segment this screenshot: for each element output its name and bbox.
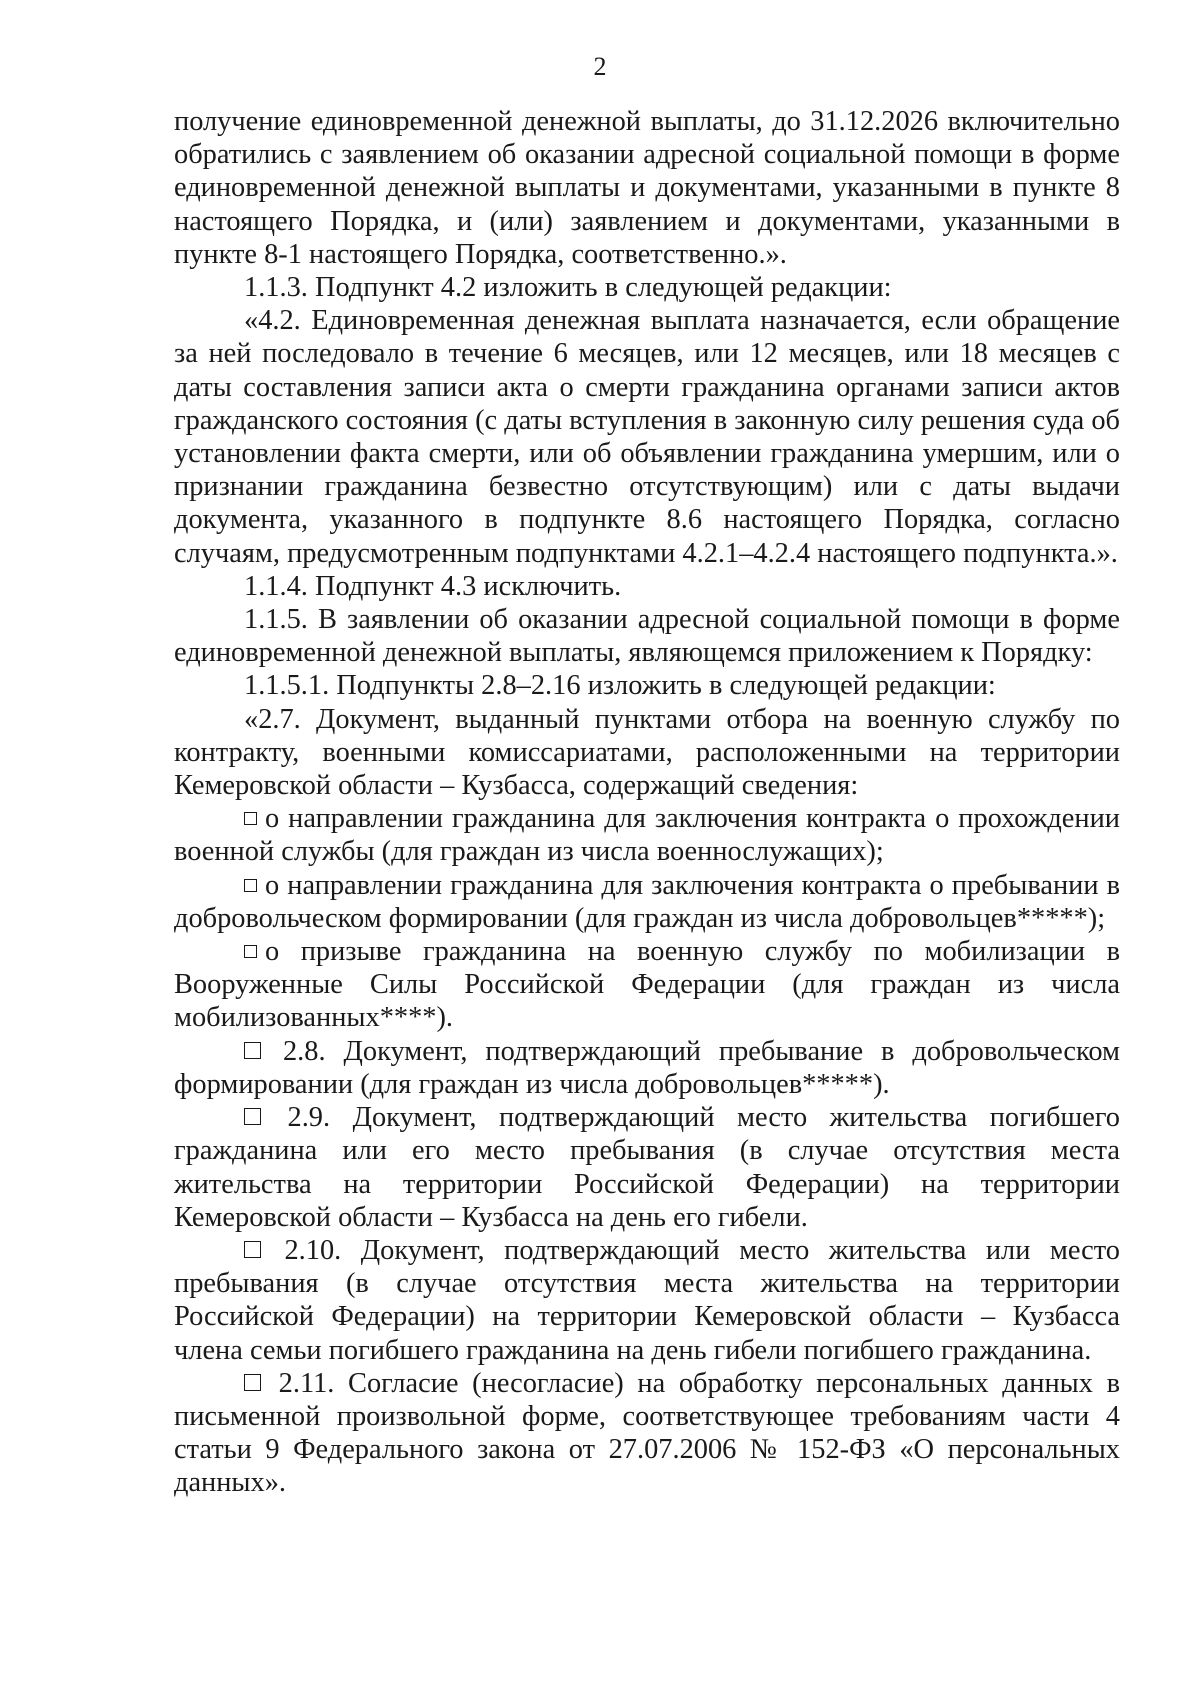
paragraph-4-2: «4.2. Единовременная денежная выплата назначается, если обращение за ней последовало в течение 6 месяцев, или 12 месяцев, или 18 месяцев с даты составления записи акта о смерти гражданина органами записи актов гражданского состояния (с даты вступления в законную силу решения суда об установлении факта смерти, или об объявлении гражданина умершим, или о признании гражданина безвестно отсутствующим) или с даты выдачи документа, указанного в подпункте 8.6 настоящего Порядка, согласно случаям, предусмотренным подпунктами 4.2.1–4.2.4 настоящего подпункта.». — [174, 305, 1120, 569]
paragraph-1-1-5-1: 1.1.5.1. Подпункты 2.8–2.16 изложить в следующей редакции: — [244, 670, 996, 702]
item-2-9 — [174, 1101, 1120, 1234]
checkbox-icon[interactable] — [244, 945, 257, 958]
option-volunteer-contract — [174, 869, 1120, 935]
document-body — [174, 105, 1120, 1500]
paragraph-1-1-3: 1.1.3. Подпункт 4.2 изложить в следующей редакции: — [244, 272, 892, 304]
item-text: 2.9. Документ, подтверждающий место жительства погибшего гражданина или его место пребывания (в случае отсутствия места жительства на территории Российской Федерации) на территории Кемеровской области – Кузбасса на день его гибели. — [174, 1102, 1120, 1233]
checkbox-icon[interactable] — [244, 1108, 261, 1125]
checkbox-icon[interactable] — [244, 1042, 261, 1059]
option-text: о направлении гражданина для заключения контракта о пребывании в добровольческом формировании (для граждан из числа добровольцев*****); — [174, 869, 1120, 934]
checkbox-icon[interactable] — [244, 812, 257, 825]
checkbox-icon[interactable] — [244, 1241, 261, 1258]
item-2-8 — [174, 1035, 1120, 1101]
item-text: 2.8. Документ, подтверждающий пребывание в добровольческом формировании (для граждан из числа добровольцев*****). — [174, 1035, 1120, 1100]
paragraph-1-1-5: 1.1.5. В заявлении об оказании адресной социальной помощи в форме единовременной денежной выплаты, являющемся приложением к Порядку: — [174, 604, 1120, 669]
checkbox-icon[interactable] — [244, 1374, 261, 1391]
option-text: о направлении гражданина для заключения контракта о прохождении военной службы (для граждан из числа военнослужащих); — [174, 803, 1120, 868]
option-text: о призыве гражданина на военную службу по мобилизации в Вооруженные Силы Российской Федерации (для граждан из числа мобилизованных****). — [174, 936, 1120, 1034]
page-number: 2 — [593, 52, 607, 81]
option-military-contract — [174, 802, 1120, 868]
item-2-10 — [174, 1234, 1120, 1367]
checkbox-icon[interactable] — [244, 879, 257, 892]
item-2-11 — [174, 1367, 1120, 1500]
option-mobilization — [174, 935, 1120, 1035]
paragraph-continuation: получение единовременной денежной выплаты, до 31.12.2026 включительно обратились с заявлением об оказании адресной социальной помощи в форме единовременной денежной выплаты и документами, указанными в пункте 8 настоящего Порядка, и (или) заявлением и документами, указанными в пункте 8-1 настоящего Порядка, соответственно.». — [174, 106, 1120, 270]
item-text: 2.11. Согласие (несогласие) на обработку персональных данных в письменной произвольной форме, соответствующее требованиям части 4 статьи 9 Федерального закона от 27.07.2006 № 152-ФЗ «О персональных данных». — [174, 1367, 1120, 1499]
paragraph-1-1-4: 1.1.4. Подпункт 4.3 исключить. — [244, 570, 622, 602]
item-text: 2.10. Документ, подтверждающий место жительства или место пребывания (в случае отсутствия места жительства на территории Российской Федерации) на территории Кемеровской области – Кузбасса члена семьи погибшего гражданина на день гибели погибшего гражданина. — [174, 1234, 1120, 1366]
paragraph-2-7: «2.7. Документ, выданный пунктами отбора на военную службу по контракту, военными комиссариатами, расположенными на территории Кемеровской области – Кузбасса, содержащий сведения: — [174, 703, 1120, 802]
